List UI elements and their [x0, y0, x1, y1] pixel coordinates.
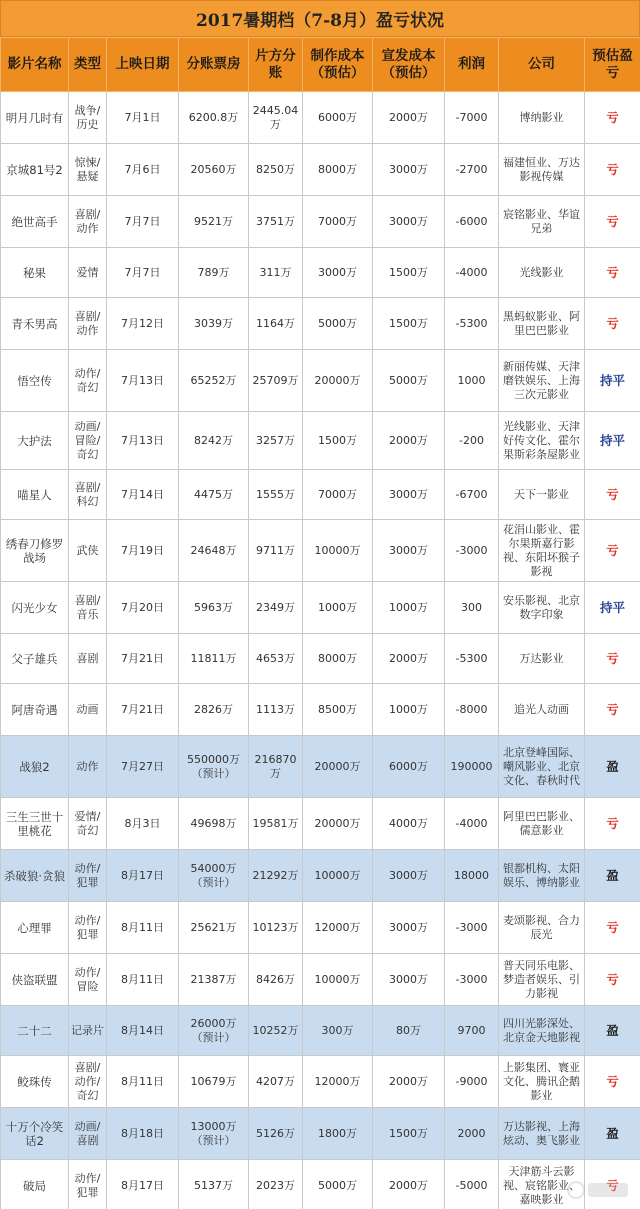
cell-profit: 2000: [445, 1108, 499, 1160]
cell-genre: 喜剧/动作: [69, 196, 107, 248]
cell-verdict: 持平: [585, 412, 640, 470]
cell-studio-share: 21292万: [249, 850, 303, 902]
cell-verdict: 亏: [585, 1160, 640, 1209]
cell-studio-share: 10252万: [249, 1006, 303, 1056]
box-office-table: [0, 37, 640, 1209]
cell-profit: -6000: [445, 196, 499, 248]
cell-studio-share: 3751万: [249, 196, 303, 248]
cell-film-name: 父子雄兵: [1, 634, 69, 684]
cell-promo-cost: 2000万: [373, 412, 445, 470]
cell-box-office: [179, 298, 249, 350]
table-row: [1, 298, 640, 350]
cell-genre: 动作/冒险: [69, 954, 107, 1006]
cell-genre: 动作/奇幻: [69, 350, 107, 412]
box-office-value: 13000万: [190, 1119, 237, 1133]
cell-release-date: 8月11日: [107, 902, 179, 954]
cell-production-cost: 20000万: [303, 736, 373, 798]
cell-promo-cost: 6000万: [373, 736, 445, 798]
cell-promo-cost: 1500万: [373, 248, 445, 298]
cell-genre: 动画/冒险/奇幻: [69, 412, 107, 470]
cell-release-date: 8月18日: [107, 1108, 179, 1160]
cell-film-name: 阿唐奇遇: [1, 684, 69, 736]
cell-release-date: 8月11日: [107, 1056, 179, 1108]
cell-profit: -5300: [445, 634, 499, 684]
cell-box-office: [179, 470, 249, 520]
cell-box-office: [179, 902, 249, 954]
cell-profit: 300: [445, 582, 499, 634]
cell-studio-share: 4653万: [249, 634, 303, 684]
cell-genre: 动画: [69, 684, 107, 736]
box-office-value: 24648万: [190, 543, 237, 557]
header-company: 公司: [499, 38, 585, 92]
cell-verdict: 亏: [585, 520, 640, 582]
cell-box-office: [179, 582, 249, 634]
header-studio-share: 片方分账: [249, 38, 303, 92]
cell-production-cost: 12000万: [303, 1056, 373, 1108]
cell-genre: 动作: [69, 736, 107, 798]
cell-film-name: 明月几时有: [1, 92, 69, 144]
cell-production-cost: 7000万: [303, 196, 373, 248]
cell-promo-cost: 3000万: [373, 520, 445, 582]
cell-box-office: [179, 248, 249, 298]
table-row: [1, 144, 640, 196]
cell-studio-share: 9711万: [249, 520, 303, 582]
cell-studio-share: 2023万: [249, 1160, 303, 1209]
cell-genre: 喜剧: [69, 634, 107, 684]
cell-genre: 动作/犯罪: [69, 1160, 107, 1209]
cell-genre: 战争/历史: [69, 92, 107, 144]
table-row: [1, 582, 640, 634]
cell-genre: 武侠: [69, 520, 107, 582]
cell-box-office: [179, 798, 249, 850]
box-office-value: 5963万: [194, 600, 233, 614]
box-office-note: （预计）: [191, 1133, 236, 1147]
header-release-date: 上映日期: [107, 38, 179, 92]
header-production-cost: 制作成本（预估）: [303, 38, 373, 92]
cell-promo-cost: 3000万: [373, 470, 445, 520]
box-office-value: 6200.8万: [188, 110, 239, 124]
cell-verdict: 亏: [585, 470, 640, 520]
cell-genre: 爱情/奇幻: [69, 798, 107, 850]
box-office-value: 49698万: [190, 816, 237, 830]
cell-promo-cost: 3000万: [373, 850, 445, 902]
table-row: [1, 850, 640, 902]
box-office-value: 550000万: [187, 752, 240, 766]
cell-studio-share: 5126万: [249, 1108, 303, 1160]
cell-genre: 喜剧/音乐: [69, 582, 107, 634]
cell-promo-cost: 3000万: [373, 196, 445, 248]
cell-production-cost: 10000万: [303, 954, 373, 1006]
cell-promo-cost: 1000万: [373, 684, 445, 736]
header-profit: 利润: [445, 38, 499, 92]
cell-release-date: 8月3日: [107, 798, 179, 850]
box-office-value: 9521万: [194, 214, 233, 228]
cell-promo-cost: 4000万: [373, 798, 445, 850]
cell-box-office: [179, 634, 249, 684]
cell-profit: -3000: [445, 954, 499, 1006]
table-row: [1, 798, 640, 850]
table-row: [1, 684, 640, 736]
cell-studio-share: 2445.04万: [249, 92, 303, 144]
cell-profit: -3000: [445, 902, 499, 954]
cell-profit: -4000: [445, 248, 499, 298]
table-row: [1, 350, 640, 412]
table-body: [1, 92, 640, 1209]
cell-genre: 动作/犯罪: [69, 902, 107, 954]
cell-film-name: 大护法: [1, 412, 69, 470]
cell-genre: 惊悚/悬疑: [69, 144, 107, 196]
table-row: [1, 1056, 640, 1108]
cell-film-name: 十万个冷笑话2: [1, 1108, 69, 1160]
cell-profit: -2700: [445, 144, 499, 196]
table-row: [1, 520, 640, 582]
cell-box-office: [179, 954, 249, 1006]
cell-genre: 记录片: [69, 1006, 107, 1056]
cell-release-date: 8月11日: [107, 954, 179, 1006]
cell-profit: -3000: [445, 520, 499, 582]
cell-box-office: [179, 1160, 249, 1209]
cell-verdict: 盈: [585, 1108, 640, 1160]
cell-box-office: [179, 684, 249, 736]
cell-genre: 爱情: [69, 248, 107, 298]
cell-profit: 190000: [445, 736, 499, 798]
cell-film-name: 青禾男高: [1, 298, 69, 350]
header-film-name: 影片名称: [1, 38, 69, 92]
cell-studio-share: 1113万: [249, 684, 303, 736]
cell-promo-cost: 1500万: [373, 1108, 445, 1160]
box-office-value: 21387万: [190, 972, 237, 986]
cell-release-date: 7月13日: [107, 350, 179, 412]
box-office-value: 20560万: [190, 162, 237, 176]
cell-genre: 动作/犯罪: [69, 850, 107, 902]
table-row: [1, 1160, 640, 1209]
header-verdict: 预估盈亏: [585, 38, 640, 92]
box-office-note: （预计）: [191, 1030, 236, 1044]
cell-verdict: 亏: [585, 954, 640, 1006]
cell-film-name: 二十二: [1, 1006, 69, 1056]
table-row: [1, 634, 640, 684]
table-row: [1, 954, 640, 1006]
header-box-office: 分账票房: [179, 38, 249, 92]
cell-verdict: 亏: [585, 298, 640, 350]
cell-film-name: 闪光少女: [1, 582, 69, 634]
cell-promo-cost: 3000万: [373, 144, 445, 196]
cell-company: 新丽传媒、天津磨铁娱乐、上海三次元影业: [499, 350, 585, 412]
cell-film-name: 心理罪: [1, 902, 69, 954]
cell-film-name: 喵星人: [1, 470, 69, 520]
cell-profit: 1000: [445, 350, 499, 412]
box-office-value: 4475万: [194, 487, 233, 501]
box-office-note: （预计）: [191, 766, 236, 780]
header-row: [1, 38, 640, 92]
table-row: [1, 902, 640, 954]
cell-box-office: [179, 350, 249, 412]
cell-production-cost: 20000万: [303, 798, 373, 850]
cell-studio-share: 8426万: [249, 954, 303, 1006]
cell-promo-cost: 1500万: [373, 298, 445, 350]
cell-promo-cost: 2000万: [373, 1056, 445, 1108]
cell-release-date: 7月19日: [107, 520, 179, 582]
cell-verdict: 亏: [585, 902, 640, 954]
table-row: [1, 196, 640, 248]
header-promo-cost: 宣发成本（预估）: [373, 38, 445, 92]
cell-profit: -7000: [445, 92, 499, 144]
cell-production-cost: 8000万: [303, 634, 373, 684]
box-office-value: 25621万: [190, 920, 237, 934]
cell-profit: -5000: [445, 1160, 499, 1209]
box-office-value: 26000万: [190, 1016, 237, 1030]
cell-company: 麦颂影视、合力辰光: [499, 902, 585, 954]
cell-promo-cost: 2000万: [373, 92, 445, 144]
cell-studio-share: 216870万: [249, 736, 303, 798]
cell-verdict: 盈: [585, 736, 640, 798]
cell-box-office: [179, 144, 249, 196]
cell-profit: -4000: [445, 798, 499, 850]
cell-production-cost: 10000万: [303, 520, 373, 582]
cell-film-name: 杀破狼·贪狼: [1, 850, 69, 902]
cell-company: 黑蚂蚁影业、阿里巴巴影业: [499, 298, 585, 350]
cell-verdict: 亏: [585, 92, 640, 144]
cell-genre: 喜剧/科幻: [69, 470, 107, 520]
cell-company: 追光人动画: [499, 684, 585, 736]
cell-production-cost: 5000万: [303, 298, 373, 350]
cell-studio-share: 2349万: [249, 582, 303, 634]
cell-production-cost: 8000万: [303, 144, 373, 196]
box-office-value: 789万: [197, 265, 230, 279]
cell-film-name: 京城81号2: [1, 144, 69, 196]
cell-release-date: 8月14日: [107, 1006, 179, 1056]
cell-profit: -8000: [445, 684, 499, 736]
box-office-value: 8242万: [194, 433, 233, 447]
cell-company: 阿里巴巴影业、儒意影业: [499, 798, 585, 850]
box-office-value: 54000万: [190, 861, 237, 875]
cell-production-cost: 8500万: [303, 684, 373, 736]
table-title: 2017暑期档（7-8月）盈亏状况: [0, 0, 640, 37]
cell-promo-cost: 2000万: [373, 634, 445, 684]
box-office-value: 65252万: [190, 373, 237, 387]
cell-studio-share: 1555万: [249, 470, 303, 520]
cell-studio-share: 3257万: [249, 412, 303, 470]
cell-studio-share: 4207万: [249, 1056, 303, 1108]
cell-verdict: 亏: [585, 634, 640, 684]
cell-verdict: 持平: [585, 582, 640, 634]
cell-genre: 动画/喜剧: [69, 1108, 107, 1160]
cell-production-cost: 3000万: [303, 248, 373, 298]
cell-company: 光线影业、天津好传文化、霍尔果斯彩条屋影业: [499, 412, 585, 470]
cell-company: 上影集团、寰亚文化、腾讯企鹅影业: [499, 1056, 585, 1108]
cell-profit: 18000: [445, 850, 499, 902]
cell-company: 宸铭影业、华谊兄弟: [499, 196, 585, 248]
cell-production-cost: 1000万: [303, 582, 373, 634]
cell-film-name: 绝世高手: [1, 196, 69, 248]
cell-promo-cost: 3000万: [373, 954, 445, 1006]
cell-company: 普天同乐电影、梦造者娱乐、引力影视: [499, 954, 585, 1006]
cell-film-name: 悟空传: [1, 350, 69, 412]
cell-film-name: 绣春刀修罗战场: [1, 520, 69, 582]
cell-release-date: 7月6日: [107, 144, 179, 196]
cell-company: 万达影视、上海炫动、奥飞影业: [499, 1108, 585, 1160]
box-office-value: 5137万: [194, 1178, 233, 1192]
cell-promo-cost: 3000万: [373, 902, 445, 954]
cell-release-date: 7月21日: [107, 684, 179, 736]
cell-production-cost: 6000万: [303, 92, 373, 144]
cell-release-date: 7月7日: [107, 248, 179, 298]
box-office-value: 10679万: [190, 1074, 237, 1088]
cell-company: 天下一影业: [499, 470, 585, 520]
cell-production-cost: 5000万: [303, 1160, 373, 1209]
cell-studio-share: 1164万: [249, 298, 303, 350]
cell-film-name: 三生三世十里桃花: [1, 798, 69, 850]
cell-box-office: [179, 196, 249, 248]
cell-promo-cost: 2000万: [373, 1160, 445, 1209]
cell-release-date: 7月1日: [107, 92, 179, 144]
table-row: [1, 470, 640, 520]
cell-box-office: [179, 850, 249, 902]
table-row: [1, 1108, 640, 1160]
cell-promo-cost: 5000万: [373, 350, 445, 412]
cell-production-cost: 7000万: [303, 470, 373, 520]
cell-profit: -5300: [445, 298, 499, 350]
cell-company: 万达影业: [499, 634, 585, 684]
cell-genre: 喜剧/动作: [69, 298, 107, 350]
cell-box-office: [179, 1056, 249, 1108]
cell-production-cost: 10000万: [303, 850, 373, 902]
cell-box-office: [179, 92, 249, 144]
cell-box-office: [179, 1006, 249, 1056]
cell-profit: -6700: [445, 470, 499, 520]
cell-production-cost: 300万: [303, 1006, 373, 1056]
cell-genre: 喜剧/动作/奇幻: [69, 1056, 107, 1108]
table-row: [1, 92, 640, 144]
cell-film-name: 鲛珠传: [1, 1056, 69, 1108]
cell-profit: -200: [445, 412, 499, 470]
cell-verdict: 持平: [585, 350, 640, 412]
cell-release-date: 7月14日: [107, 470, 179, 520]
cell-release-date: 7月27日: [107, 736, 179, 798]
box-office-value: 2826万: [194, 702, 233, 716]
cell-company: 光线影业: [499, 248, 585, 298]
cell-release-date: 7月21日: [107, 634, 179, 684]
cell-company: 北京登峰国际、嘲风影业、北京文化、春秋时代: [499, 736, 585, 798]
cell-production-cost: 20000万: [303, 350, 373, 412]
cell-verdict: 盈: [585, 1006, 640, 1056]
cell-studio-share: 8250万: [249, 144, 303, 196]
box-office-note: （预计）: [191, 875, 236, 889]
cell-film-name: 侠盗联盟: [1, 954, 69, 1006]
cell-production-cost: 12000万: [303, 902, 373, 954]
cell-company: 福建恒业、万达影视传媒: [499, 144, 585, 196]
box-office-value: 3039万: [194, 316, 233, 330]
table-row: [1, 1006, 640, 1056]
cell-box-office: [179, 520, 249, 582]
cell-studio-share: 19581万: [249, 798, 303, 850]
cell-film-name: 破局: [1, 1160, 69, 1209]
box-office-value: 11811万: [190, 651, 237, 665]
cell-verdict: 亏: [585, 248, 640, 298]
cell-profit: 9700: [445, 1006, 499, 1056]
cell-company: 天津筋斗云影视、宸铭影业、嘉映影业: [499, 1160, 585, 1209]
cell-box-office: [179, 412, 249, 470]
cell-film-name: 战狼2: [1, 736, 69, 798]
cell-verdict: 亏: [585, 684, 640, 736]
cell-production-cost: 1500万: [303, 412, 373, 470]
cell-verdict: 亏: [585, 196, 640, 248]
cell-promo-cost: 1000万: [373, 582, 445, 634]
cell-verdict: 盈: [585, 850, 640, 902]
cell-verdict: 亏: [585, 798, 640, 850]
cell-release-date: 7月12日: [107, 298, 179, 350]
table-row: [1, 736, 640, 798]
cell-verdict: 亏: [585, 144, 640, 196]
cell-box-office: [179, 1108, 249, 1160]
cell-profit: -9000: [445, 1056, 499, 1108]
table-row: [1, 248, 640, 298]
cell-release-date: 8月17日: [107, 1160, 179, 1209]
cell-verdict: 亏: [585, 1056, 640, 1108]
cell-company: 四川光影深处、北京金天地影视: [499, 1006, 585, 1056]
cell-studio-share: 25709万: [249, 350, 303, 412]
cell-company: 安乐影视、北京数字印象: [499, 582, 585, 634]
cell-release-date: 7月20日: [107, 582, 179, 634]
cell-release-date: 8月17日: [107, 850, 179, 902]
cell-company: 博纳影业: [499, 92, 585, 144]
cell-studio-share: 311万: [249, 248, 303, 298]
table-row: [1, 412, 640, 470]
cell-film-name: 秘果: [1, 248, 69, 298]
cell-release-date: 7月7日: [107, 196, 179, 248]
cell-production-cost: 1800万: [303, 1108, 373, 1160]
cell-company: 银都机构、太阳娱乐、博纳影业: [499, 850, 585, 902]
cell-promo-cost: 80万: [373, 1006, 445, 1056]
cell-company: 花涓山影业、霍尔果斯嘉行影视、东阳坏猴子影视: [499, 520, 585, 582]
cell-release-date: 7月13日: [107, 412, 179, 470]
cell-studio-share: 10123万: [249, 902, 303, 954]
header-genre: 类型: [69, 38, 107, 92]
cell-box-office: [179, 736, 249, 798]
